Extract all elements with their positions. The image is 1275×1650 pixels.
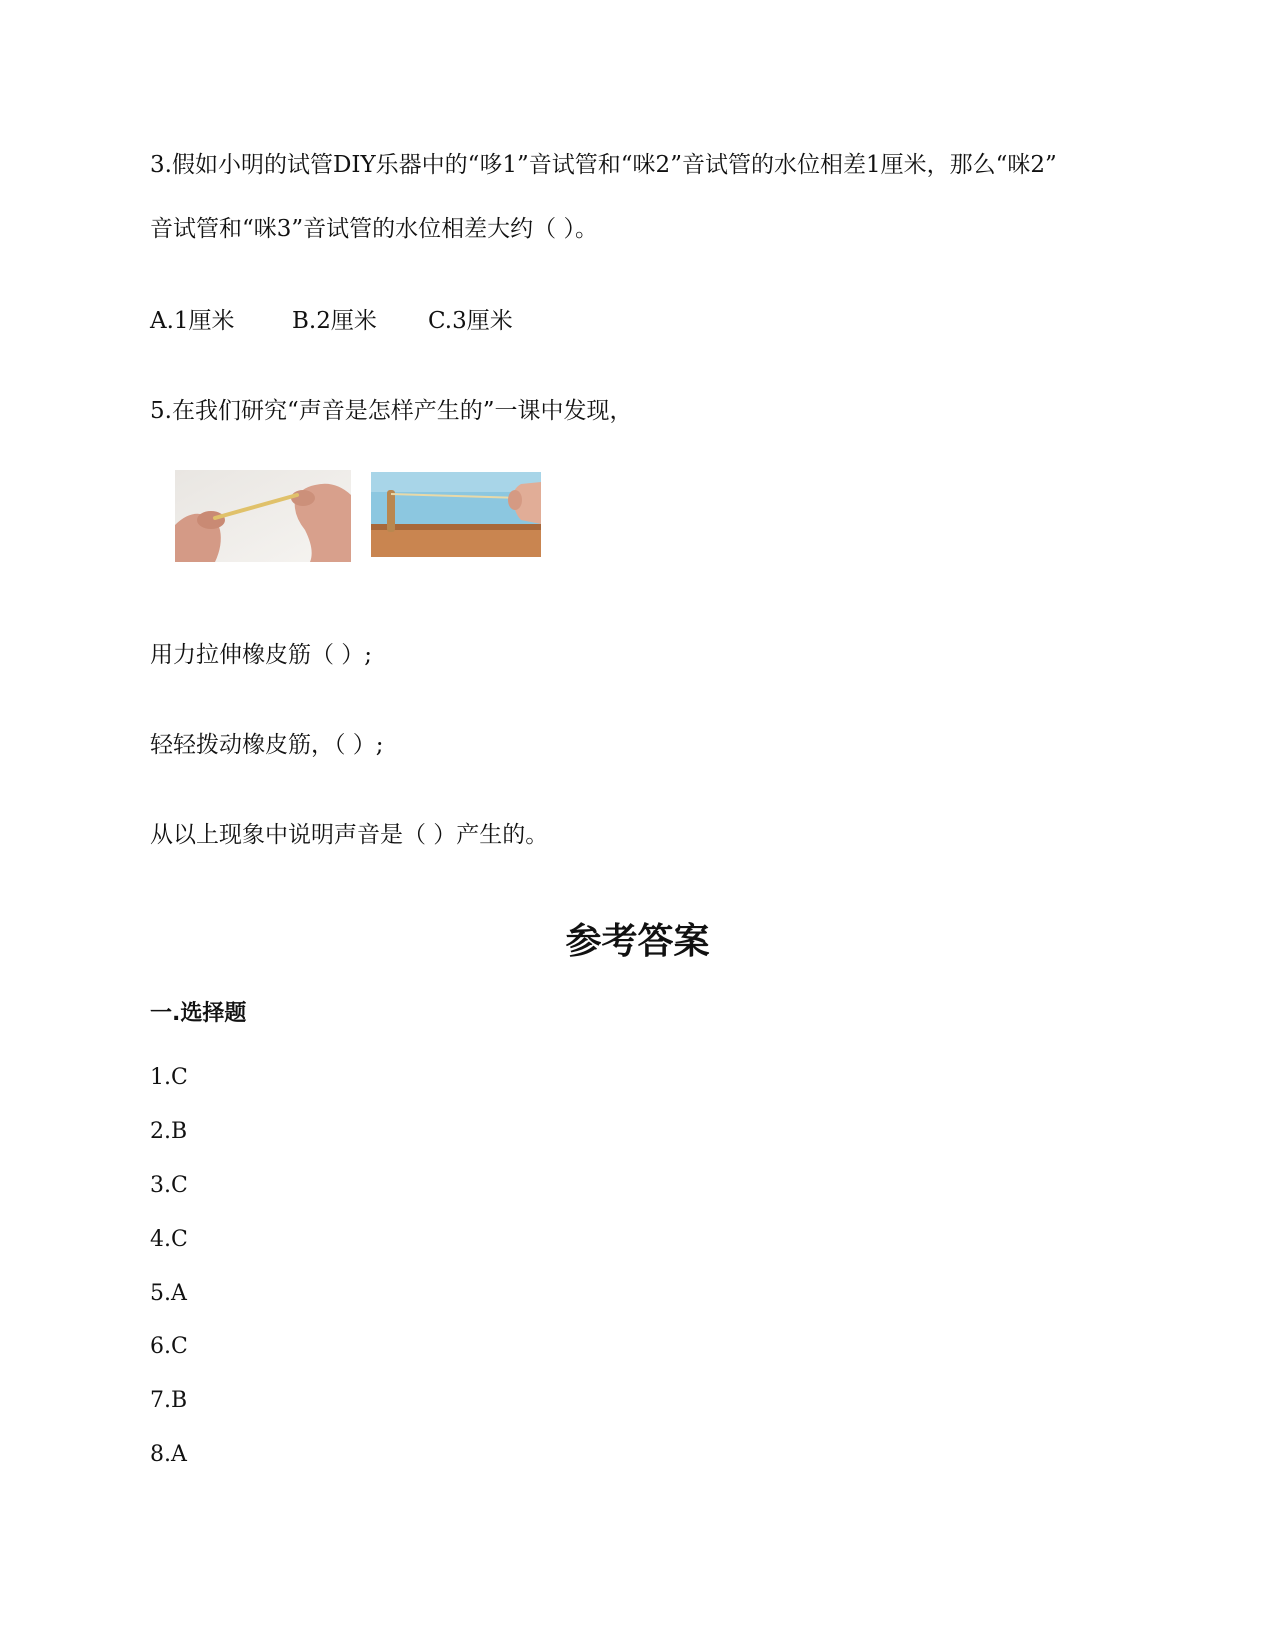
answer-item: 1.C [150,1065,188,1090]
answer-item: 4.C [150,1227,188,1252]
option-c: C.3厘米 [428,308,513,334]
answer-item: 2.B [150,1119,188,1144]
rubber-band-board-photo [371,472,541,557]
option-a: A.1厘米 [150,308,235,334]
answer-item: 5.A [150,1281,187,1306]
answer-item: 3.C [150,1173,188,1198]
question-5-line-2: 轻轻拨动橡皮筋，（ ）; [150,732,384,758]
option-b: B.2厘米 [292,308,377,334]
answer-item: 8.A [150,1442,187,1467]
question-5-line-1: 用力拉伸橡皮筋（ ）; [150,642,373,668]
question-5-intro: 5.在我们研究“声音是怎样产生的”一课中发现， [150,398,633,424]
question-3-line-2: 音试管和“咪3”音试管的水位相差大约（ ）。 [150,216,598,242]
question-5-line-3: 从以上现象中说明声音是（ ）产生的。 [150,822,549,848]
section-heading: 一.选择题 [150,1001,247,1026]
rubber-band-stretch-photo [175,470,351,562]
question-3-line-1: 3.假如小明的试管DIY乐器中的“哆1”音试管和“咪2”音试管的水位相差1厘米，那么“咪2” [150,152,1057,178]
answer-item: 7.B [150,1388,188,1413]
answer-key-title: 参考答案 [565,921,710,962]
answer-item: 6.C [150,1334,188,1359]
